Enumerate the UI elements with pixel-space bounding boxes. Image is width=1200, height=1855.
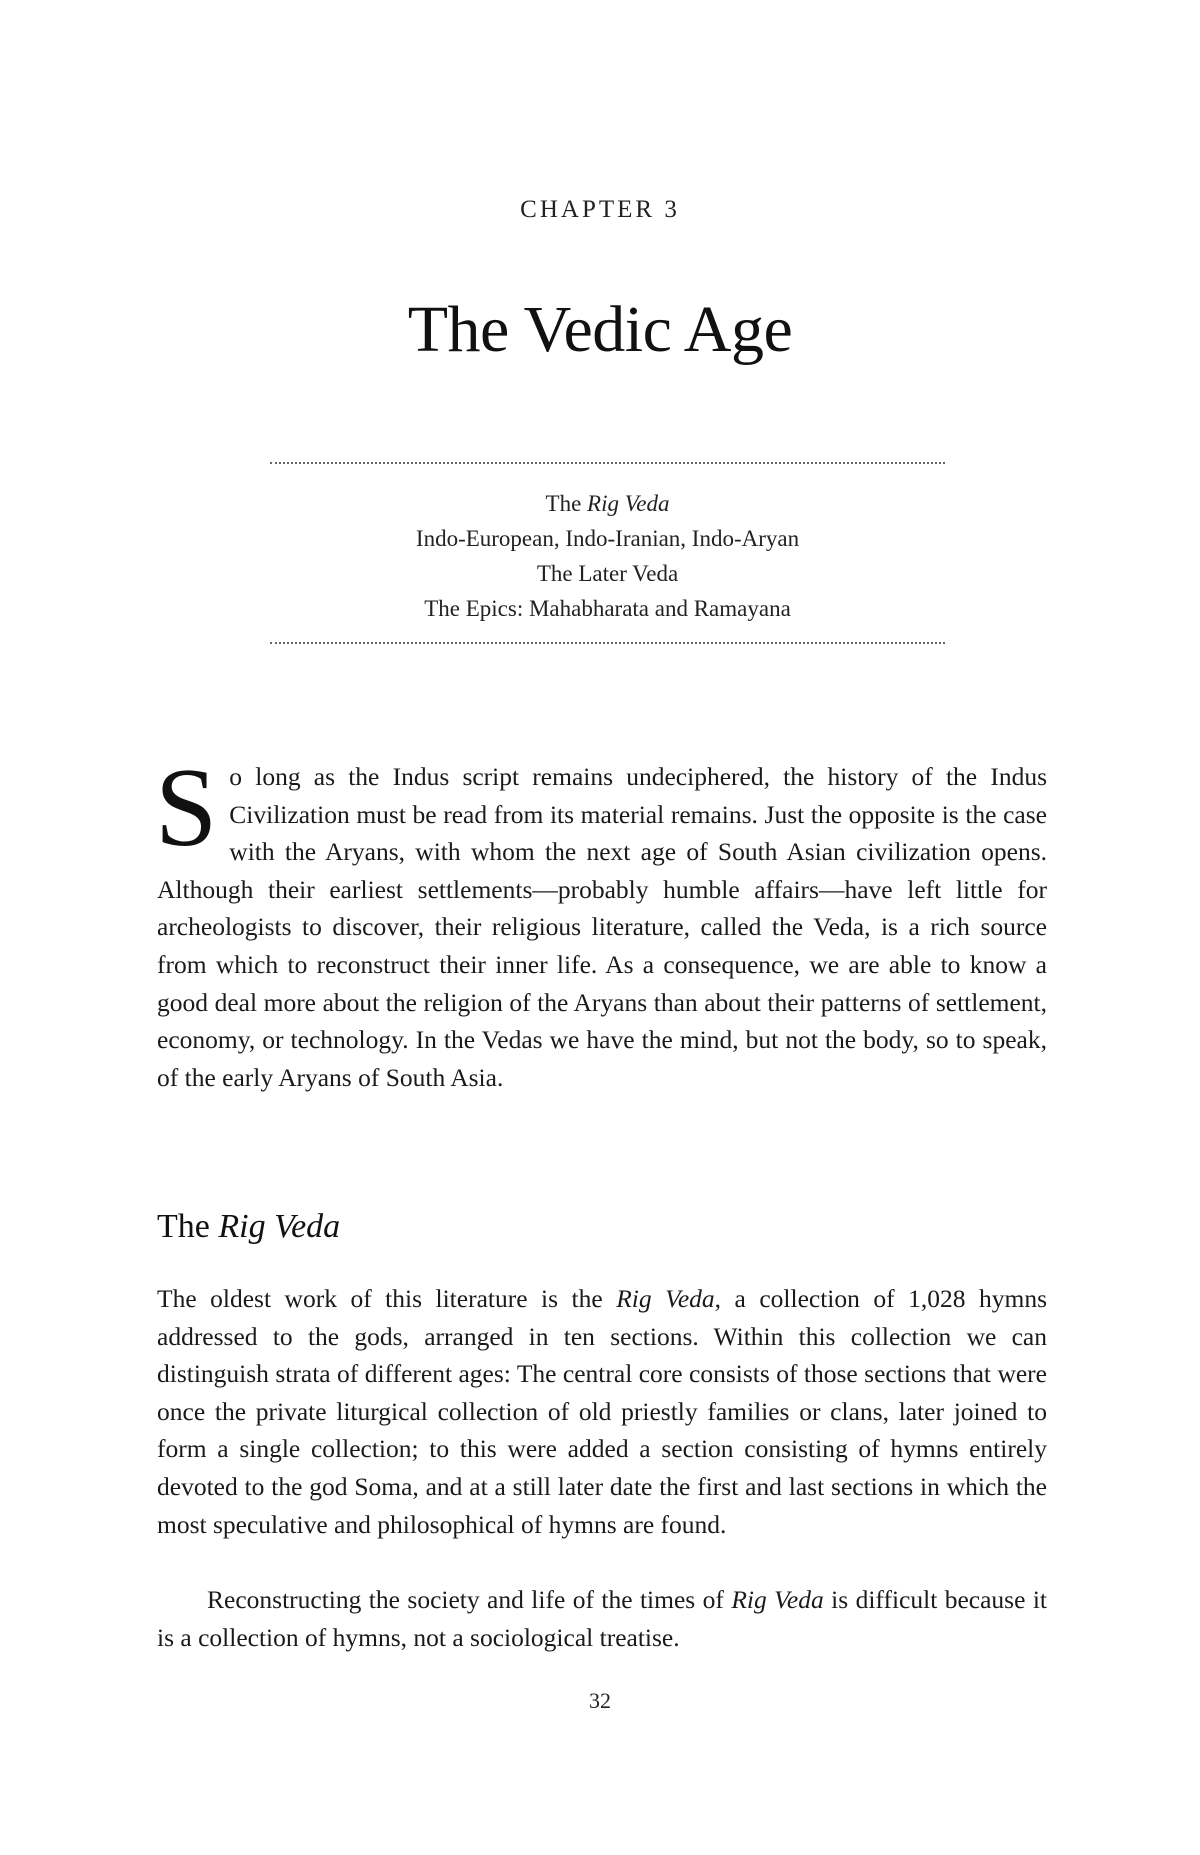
toc-item: The Rig Veda: [545, 491, 670, 516]
body-paragraph: Reconstructing the society and life of the times of Rig Veda is difficult because it is a collection of hymns, not a sociological treatise.: [157, 1585, 1048, 1652]
toc-item: Indo-European, Indo-Iranian, Indo-Aryan: [415, 526, 800, 551]
page-number: 32: [589, 1688, 611, 1713]
chapter-contents: [270, 462, 945, 644]
toc-item: The Later Veda: [536, 561, 679, 586]
toc-item: The Epics: Mahabharata and Ramayana: [424, 596, 791, 621]
intro-text: o long as the Indus script remains undeciphered, the history of the Indus Civilization must be read from its material remains. Just the opposite is the case with the Aryans, with whom the next age of South Asian civilization opens. Although their earliest settlements—probably humble affairs—have left little for archeologists to discover, their religious literature, called the Veda, is a rich source from which to reconstruct their inner life. As a consequence, we are able to know a good deal more about the religion of the Aryans than about their patterns of settlement, economy, or technology. In the Vedas we have the mind, but not the body, so to speak, of the early Aryans of South Asia.: [157, 762, 1047, 1092]
intro-paragraph: [155, 746, 1047, 1096]
section-heading: The Rig Veda: [157, 1208, 341, 1245]
drop-cap: S: [155, 746, 218, 870]
body-paragraph: The oldest work of this literature is the Rig Veda, a collection of 1,028 hymns addressed to the gods, arranged in ten sections. Within this collection we can distinguish strata of different ages: The central core consists of those sections that were once the private liturgical collection of old priestly families or clans, later joined to form a single collection; to this were added a section consisting of hymns entirely devoted to the god Soma, and at a still later date the first and last sections in which the most speculative and philosophical of hymns are found.: [157, 1284, 1047, 1539]
chapter-title: The Vedic Age: [407, 293, 793, 366]
chapter-label: CHAPTER 3: [520, 196, 680, 223]
